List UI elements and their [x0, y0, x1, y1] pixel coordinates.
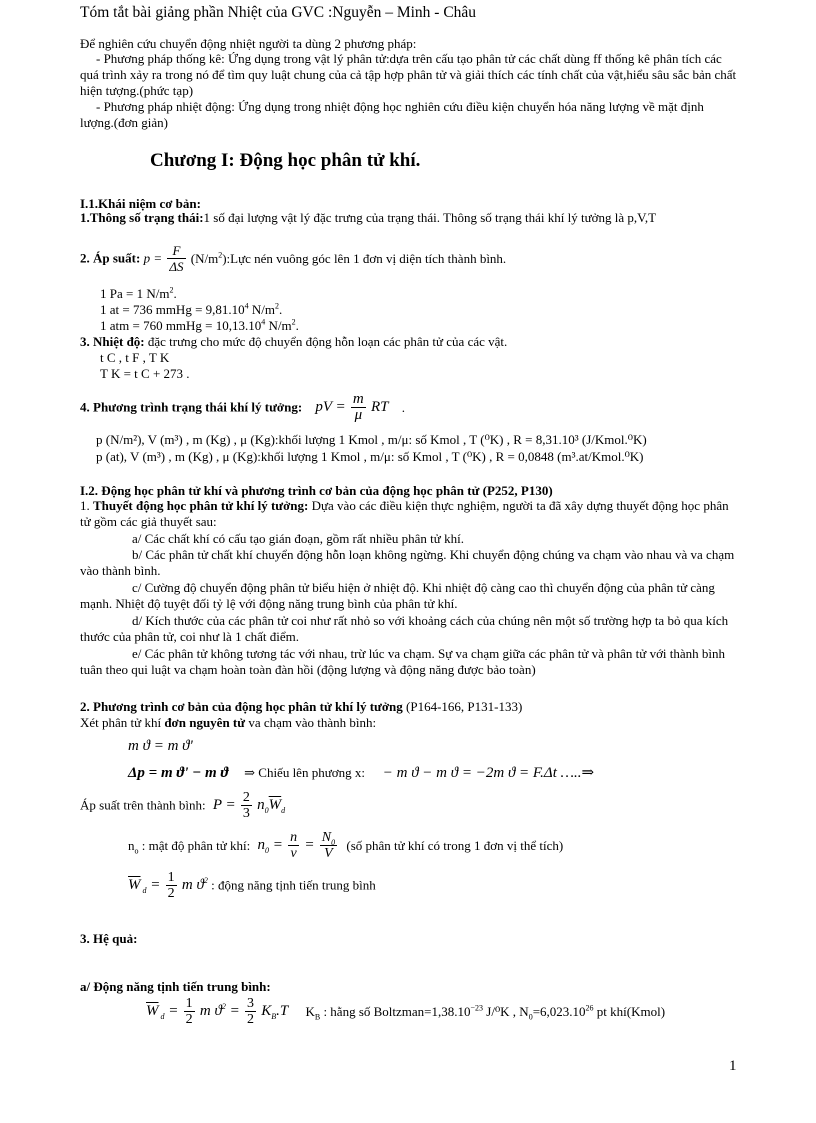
state-equation-label: 4. Phương trình trạng thái khí lý tưởng: [80, 399, 303, 415]
page-number: 1 [729, 1058, 737, 1074]
kinetic-theory-intro: 1. Thuyết động học phân tử khí lý tưởng: Dựa vào các điều kiện thực nghiệm, người ta đã xây dựng thuyết động học phân tử gồm các giả thuyết sau: [80, 498, 729, 529]
section-1-heading: I.1.Khái niệm cơ bản: [80, 196, 201, 211]
units-si: p (N/m²), V (m³) , m (Kg) , μ (Kg):khối lượng 1 Kmol , m/μ: số Kmol , T (⁰K) , R = 8,31.10³ (J/Kmol.⁰K) [96, 432, 647, 447]
pressure-num: F [167, 243, 185, 259]
mean-kinetic-energy-def: $\overline{W}$ $_d$ = $\frac{1}{2}$ m $ϑ^2$ : động năng tịnh tiến trung bình [128, 870, 376, 901]
hypothesis-c: c/ Cường độ chuyển động phân tử biểu hiện ở nhiệt độ. Khi nhiệt độ càng cao thì chuyển động của phân tử càng mạnh. Nhiệt độ tuyệt đối tỷ lệ với động năng trung bình của phân tử khí. [80, 580, 715, 611]
units-at: p (at), V (m³) , m (Kg) , μ (Kg):khối lượng 1 Kmol , m/μ: số Kmol , T (⁰K) , R = 0,0848 (m³.at/Kmol.⁰K) [96, 449, 644, 464]
hypothesis-d: d/ Kích thước của các phân tử coi như rất nhỏ so với khoảng cách của chúng nên một số trường hợp ta bỏ qua kích thước của phân tử, coi như là 1 chất điểm. [80, 613, 729, 644]
momentum-change [128, 763, 594, 782]
consider-molecule: Xét phân tử khí đơn nguyên tử va chạm vào thành bình: [80, 715, 377, 730]
unit-pa: 1 Pa = 1 $N/m^2$. [100, 285, 177, 301]
temperature-relation: T K = t C + 273 . [100, 366, 190, 381]
mean-energy-heading: a/ Động năng tịnh tiến trung bình: [80, 979, 271, 994]
unit-atm: 1 atm = 760 mmHg = $10,13.10^4$ $N/m^2$. [100, 317, 299, 333]
number-density: $n_o$ : mật độ phân tử khí: $n_0$ = $\frac{n}{v}$ = $\frac{N_0}{V}$ (số phân tử khí có trong 1 đơn vị thể tích) [128, 830, 564, 861]
state-equation: 4. Phương trình trạng thái khí lý tưởng: pV = $\frac{m}{\mu}$ RT . [80, 391, 406, 423]
hypothesis-b: b/ Các phân tử chất khí chuyển động hỗn loạn không ngừng. Khi chuyển động chúng va chạm vào nhau và va chạm vào thành bình. [80, 547, 735, 578]
momentum-change-rhs: − m ϑ − m ϑ = −2m ϑ = F.Δt …..⇒ [382, 765, 595, 781]
temperature-text: đặc trưng cho mức độ chuyển động hỗn loạn các phân tử của các vật. [144, 334, 508, 349]
consequence-heading: 3. Hệ quả: [80, 931, 138, 946]
page-header: Tóm tắt bài giảng phần Nhiệt của GVC :Nguyễn – Minh - Châu [80, 4, 477, 21]
wall-pressure: Áp suất trên thành bình: P = $\frac{2}{3}$ $n_0\overline{W}_d$ [80, 790, 286, 821]
momentum-change-lhs: Δp = m ϑ' − m ϑ [128, 765, 229, 781]
intro-paragraph-thermodynamic: - Phương pháp nhiệt động: Ứng dụng trong nhiệt động học nghiên cứu điều kiện chuyển hóa năng lượng về mặt định lượng.(đơn giản) [80, 99, 704, 130]
pressure-text: ):Lực nén vuông góc lên 1 đơn vị diện tích thành bình. [222, 250, 507, 266]
pressure-fraction [167, 243, 185, 274]
pressure-definition: 2. Áp suất: p = $\frac{F}{\Delta S}$ $(N/m^2):Lực$ nén vuông góc lên 1 đơn vị diện tích thành bình. [80, 243, 507, 274]
param-definition [80, 210, 735, 226]
pressure-label: 2. Áp suất: [80, 250, 141, 266]
intro-paragraph-statistical: - Phương pháp thống kê: Ứng dụng trong vật lý phân tử:dựa trên cấu tạo phân tử các chất dùng ff thống kê phân tích các quá trình xảy ra trong nó để tìm quy luật chung của cả tập hợp phân tử và giải thích các tính chất của vật,hiểu sâu sắc bản chất hiện tượng.(phức tạp) [80, 51, 737, 98]
intro-lead: Để nghiên cứu chuyển động nhiệt người ta dùng 2 phương pháp: [80, 36, 417, 51]
state-equation-fraction: $\frac{m}{\mu}$ [352, 391, 364, 423]
mean-energy-equation: $\overline{W}$ $_d$ = $\frac{1}{2}$ m $ϑ^2$ = $\frac{3}{2}$ $K_B.T$ $K_B$ : hằng số $Boltzman=1,38.10^{-23}$ J/⁰K , $N_0=6,023.10^{26}$ pt khí(Kmol) [146, 996, 666, 1027]
param-text: 1 số đại lượng vật lý đặc trưng của trạng thái. Thông số trạng thái khí lý tưởng là p,V,T [203, 210, 657, 225]
projection-text: ⇒ Chiếu lên phương x: [244, 765, 365, 780]
hypothesis-e: e/ Các phân tử không tương tác với nhau, trừ lúc va chạm. Sự va chạm giữa các phân tử và phân tử với thành bình tuân theo qui luật va chạm hoàn toàn đàn hồi (động lượng và động năng được bảo toàn) [80, 646, 726, 677]
pressure-lhs: p = [143, 250, 163, 266]
unit-at: 1 at = 736 mmHg = $9,81.10^4$ $N/m^2$. [100, 301, 283, 317]
pressure-den: ΔS [169, 259, 184, 274]
temperature-label: 3. Nhiệt độ: [80, 334, 145, 349]
temperature-units: t C , t F , T K [100, 350, 170, 365]
number-density-note: (số phân tử khí có trong 1 đơn vị thể tích) [346, 837, 564, 853]
pressure-coef-fraction: $\frac{2}{3}$ [242, 790, 250, 821]
param-label: 1.Thông số trạng thái: [80, 210, 204, 225]
section-2-heading: I.2. Động học phân tử khí và phương trình cơ bản của động học phân tử (P252, P130) [80, 483, 553, 498]
boltzmann-note: $K_B$ : hằng số $Boltzman=1,38.10^{-23}$ J/⁰K , $N_0=6,023.10^{26}$ pt khí(Kmol) [305, 1003, 666, 1022]
hypothesis-a: a/ Các chất khí có cấu tạo gián đoạn, gồm rất nhiều phân tử khí. [132, 531, 464, 546]
chapter-title: Chương I: Động học phân tử khí. [150, 150, 421, 171]
momentum-equality: m ϑ = m ϑ' [128, 738, 193, 754]
pressure-unit: (N/m [190, 250, 219, 266]
state-equation-lhs: pV = [315, 399, 346, 415]
basic-equation-heading: 2. Phương trình cơ bản của động học phân tử khí lý tưởng (P164-166, P131-133) [80, 699, 523, 714]
state-equation-rhs: RT [371, 399, 389, 415]
temperature-definition [80, 334, 507, 350]
